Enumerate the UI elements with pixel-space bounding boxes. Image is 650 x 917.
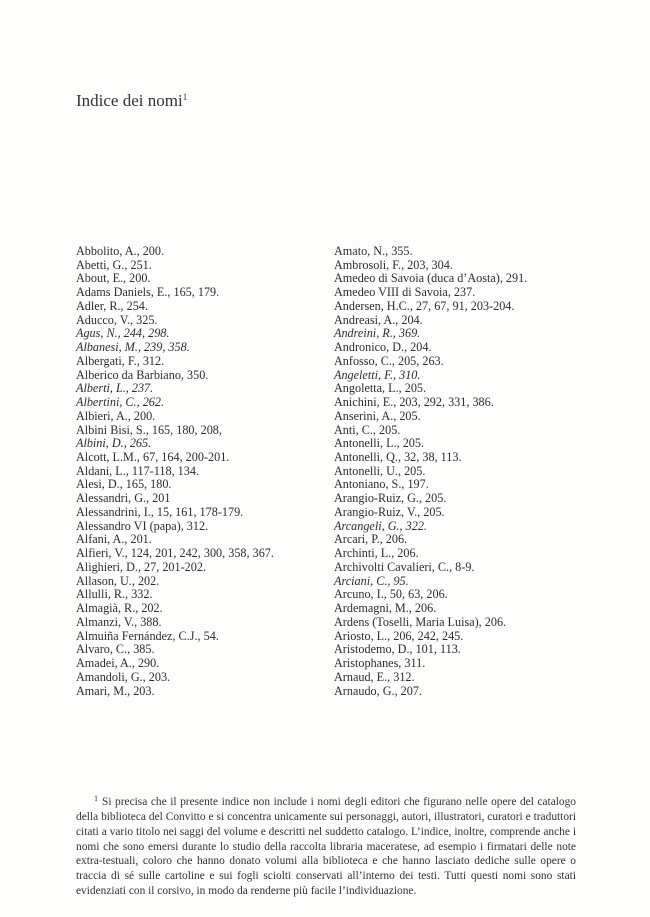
index-entry: Aristophanes, 311. xyxy=(334,656,426,671)
index-entry: Albanesi, M., 239, 358. xyxy=(76,340,190,355)
index-entry: Almanzi, V., 388. xyxy=(76,614,162,629)
index-entry: Alesi, D., 165, 180. xyxy=(76,477,172,492)
index-entry: Anserini, A., 205. xyxy=(334,408,421,423)
index-entry: Arcuno, I., 50, 63, 206. xyxy=(334,587,448,602)
index-entry: Albergati, F., 312. xyxy=(76,353,165,368)
index-entry: Amato, N., 355. xyxy=(334,244,413,258)
index-entry: Andersen, H.C., 27, 67, 91, 203-204. xyxy=(334,298,515,313)
footnote-reference: 1 xyxy=(182,92,188,102)
index-entry: Allulli, R., 332. xyxy=(76,587,153,602)
index-entry: Andreini, R., 369. xyxy=(334,326,421,341)
footnote-marker: 1 xyxy=(94,794,98,804)
index-entry: Ariosto, L., 206, 242, 245. xyxy=(334,628,464,643)
index-entry: About, E., 200. xyxy=(76,271,151,286)
page-title xyxy=(76,91,187,111)
index-entry: Anichini, E., 203, 292, 331, 386. xyxy=(334,395,494,410)
index-entry: Albini Bisi, S., 165, 180, 208, xyxy=(76,422,222,437)
index-entry: Alberico da Barbiano, 350. xyxy=(76,367,209,382)
index-entry: Alberti, L., 237. xyxy=(76,381,154,396)
index-entry: Adler, R., 254. xyxy=(76,298,148,313)
index-entry: Arciani, C., 95. xyxy=(334,573,409,588)
index-entry: Angeletti, F., 310. xyxy=(334,367,421,382)
index-entry: Alfani, A., 201. xyxy=(76,532,152,547)
index-entry: Angoletta, L., 205. xyxy=(334,381,427,396)
index-entry: Arangio-Ruiz, V., 205. xyxy=(334,504,445,519)
index-entry: Arnaudo, G., 207. xyxy=(334,683,423,698)
index-entry: Alcott, L.M., 67, 164, 200-201. xyxy=(76,450,230,465)
index-entry: Alighieri, D., 27, 201-202. xyxy=(76,559,206,574)
index-entry: Antonelli, U., 205. xyxy=(334,463,426,478)
index-column-left xyxy=(76,245,274,698)
index-entry: Agus, N., 244, 298. xyxy=(76,326,170,341)
index-entry: Andronico, D., 204. xyxy=(334,340,432,355)
footnote-text: Si precisa che il presente indice non include i nomi degli editori che figurano nelle opere del catalogo della biblioteca del Convitto e si concentra unicamente sui personaggi, autori, illustratori, curatori e traduttori citati a vario titolo nei saggi del volume e descritti nel suddetto catalogo. L’indice, inoltre, comprende anche i nomi che sono emersi durante lo studio della raccolta libraria maceratese, ad esempio i firmatari delle note extra-testuali, coloro che hanno donato volumi alla biblioteca e che hanno lasciato dediche sulle opere o traccia di sé sulle cartoline e sui fogli sciolti conservati all’interno dei testi. Tutti questi nomi sono stati evidenziati con il corsivo, in modo da renderne più facile l’individuazione. xyxy=(76,796,576,897)
index-entry: Antoniano, S., 197. xyxy=(334,477,429,492)
index-entry: Amandoli, G., 203. xyxy=(76,669,171,684)
index-entry: Albertini, C., 262. xyxy=(76,395,165,410)
index-entry: Alfieri, V., 124, 201, 242, 300, 358, 367. xyxy=(76,546,274,561)
index-entry: Albini, D., 265. xyxy=(76,436,152,451)
index-entry: Andreasi, A., 204. xyxy=(334,312,423,327)
index-entry: Antonelli, L., 205. xyxy=(334,436,425,451)
index-entry: Alvaro, C., 385. xyxy=(76,642,155,657)
index-entry: Alessandro VI (papa), 312. xyxy=(76,518,209,533)
index-entry: Ardens (Toselli, Maria Luisa), 206. xyxy=(334,614,507,629)
index-entry: Almagià, R., 202. xyxy=(76,601,163,616)
index-entry: Archivolti Cavalieri, C., 8-9. xyxy=(334,559,475,574)
index-entry: Ambrosoli, F., 203, 304. xyxy=(334,257,453,272)
index-entry: Arcari, P., 206. xyxy=(334,532,408,547)
index-entry: Aducco, V., 325. xyxy=(76,312,158,327)
index-entry: Anfosso, C., 205, 263. xyxy=(334,353,444,368)
index-entry: Adams Daniels, E., 165, 179. xyxy=(76,285,220,300)
index-column-right xyxy=(334,245,527,698)
page-title-text: Indice dei nomi xyxy=(76,91,183,110)
index-entry: Abbolito, A., 200. xyxy=(76,244,165,258)
index-entry: Allason, U., 202. xyxy=(76,573,160,588)
index-entry: Amari, M., 203. xyxy=(76,683,155,698)
index-entry: Antonelli, Q., 32, 38, 113. xyxy=(334,450,462,465)
index-entry: Arangio-Ruiz, G., 205. xyxy=(334,491,447,506)
index-entry: Arcangeli, G., 322. xyxy=(334,518,427,533)
index-entry: Aldani, L., 117-118, 134. xyxy=(76,463,199,478)
index-entry: Amadei, A., 290. xyxy=(76,656,160,671)
index-entry: Albieri, A., 200. xyxy=(76,408,156,423)
index-entry: Ardemagni, M., 206. xyxy=(334,601,437,616)
index-entry: Abetti, G., 251. xyxy=(76,257,152,272)
index-entry: Archinti, L., 206. xyxy=(334,546,419,561)
index-entry: Amedeo VIII di Savoia, 237. xyxy=(334,285,476,300)
footnote xyxy=(76,792,576,898)
index-entry: Amedeo di Savoia (duca d’Aosta), 291. xyxy=(334,271,528,286)
index-entry: Aristodemo, D., 101, 113. xyxy=(334,642,461,657)
index-entry: Almuiña Fernández, C.J., 54. xyxy=(76,628,219,643)
index-entry: Arnaud, E., 312. xyxy=(334,669,415,684)
index-entry: Alessandrini, I., 15, 161, 178-179. xyxy=(76,504,244,519)
index-entry: Anti, C., 205. xyxy=(334,422,401,437)
index-entry: Alessandri, G., 201 xyxy=(76,491,171,506)
